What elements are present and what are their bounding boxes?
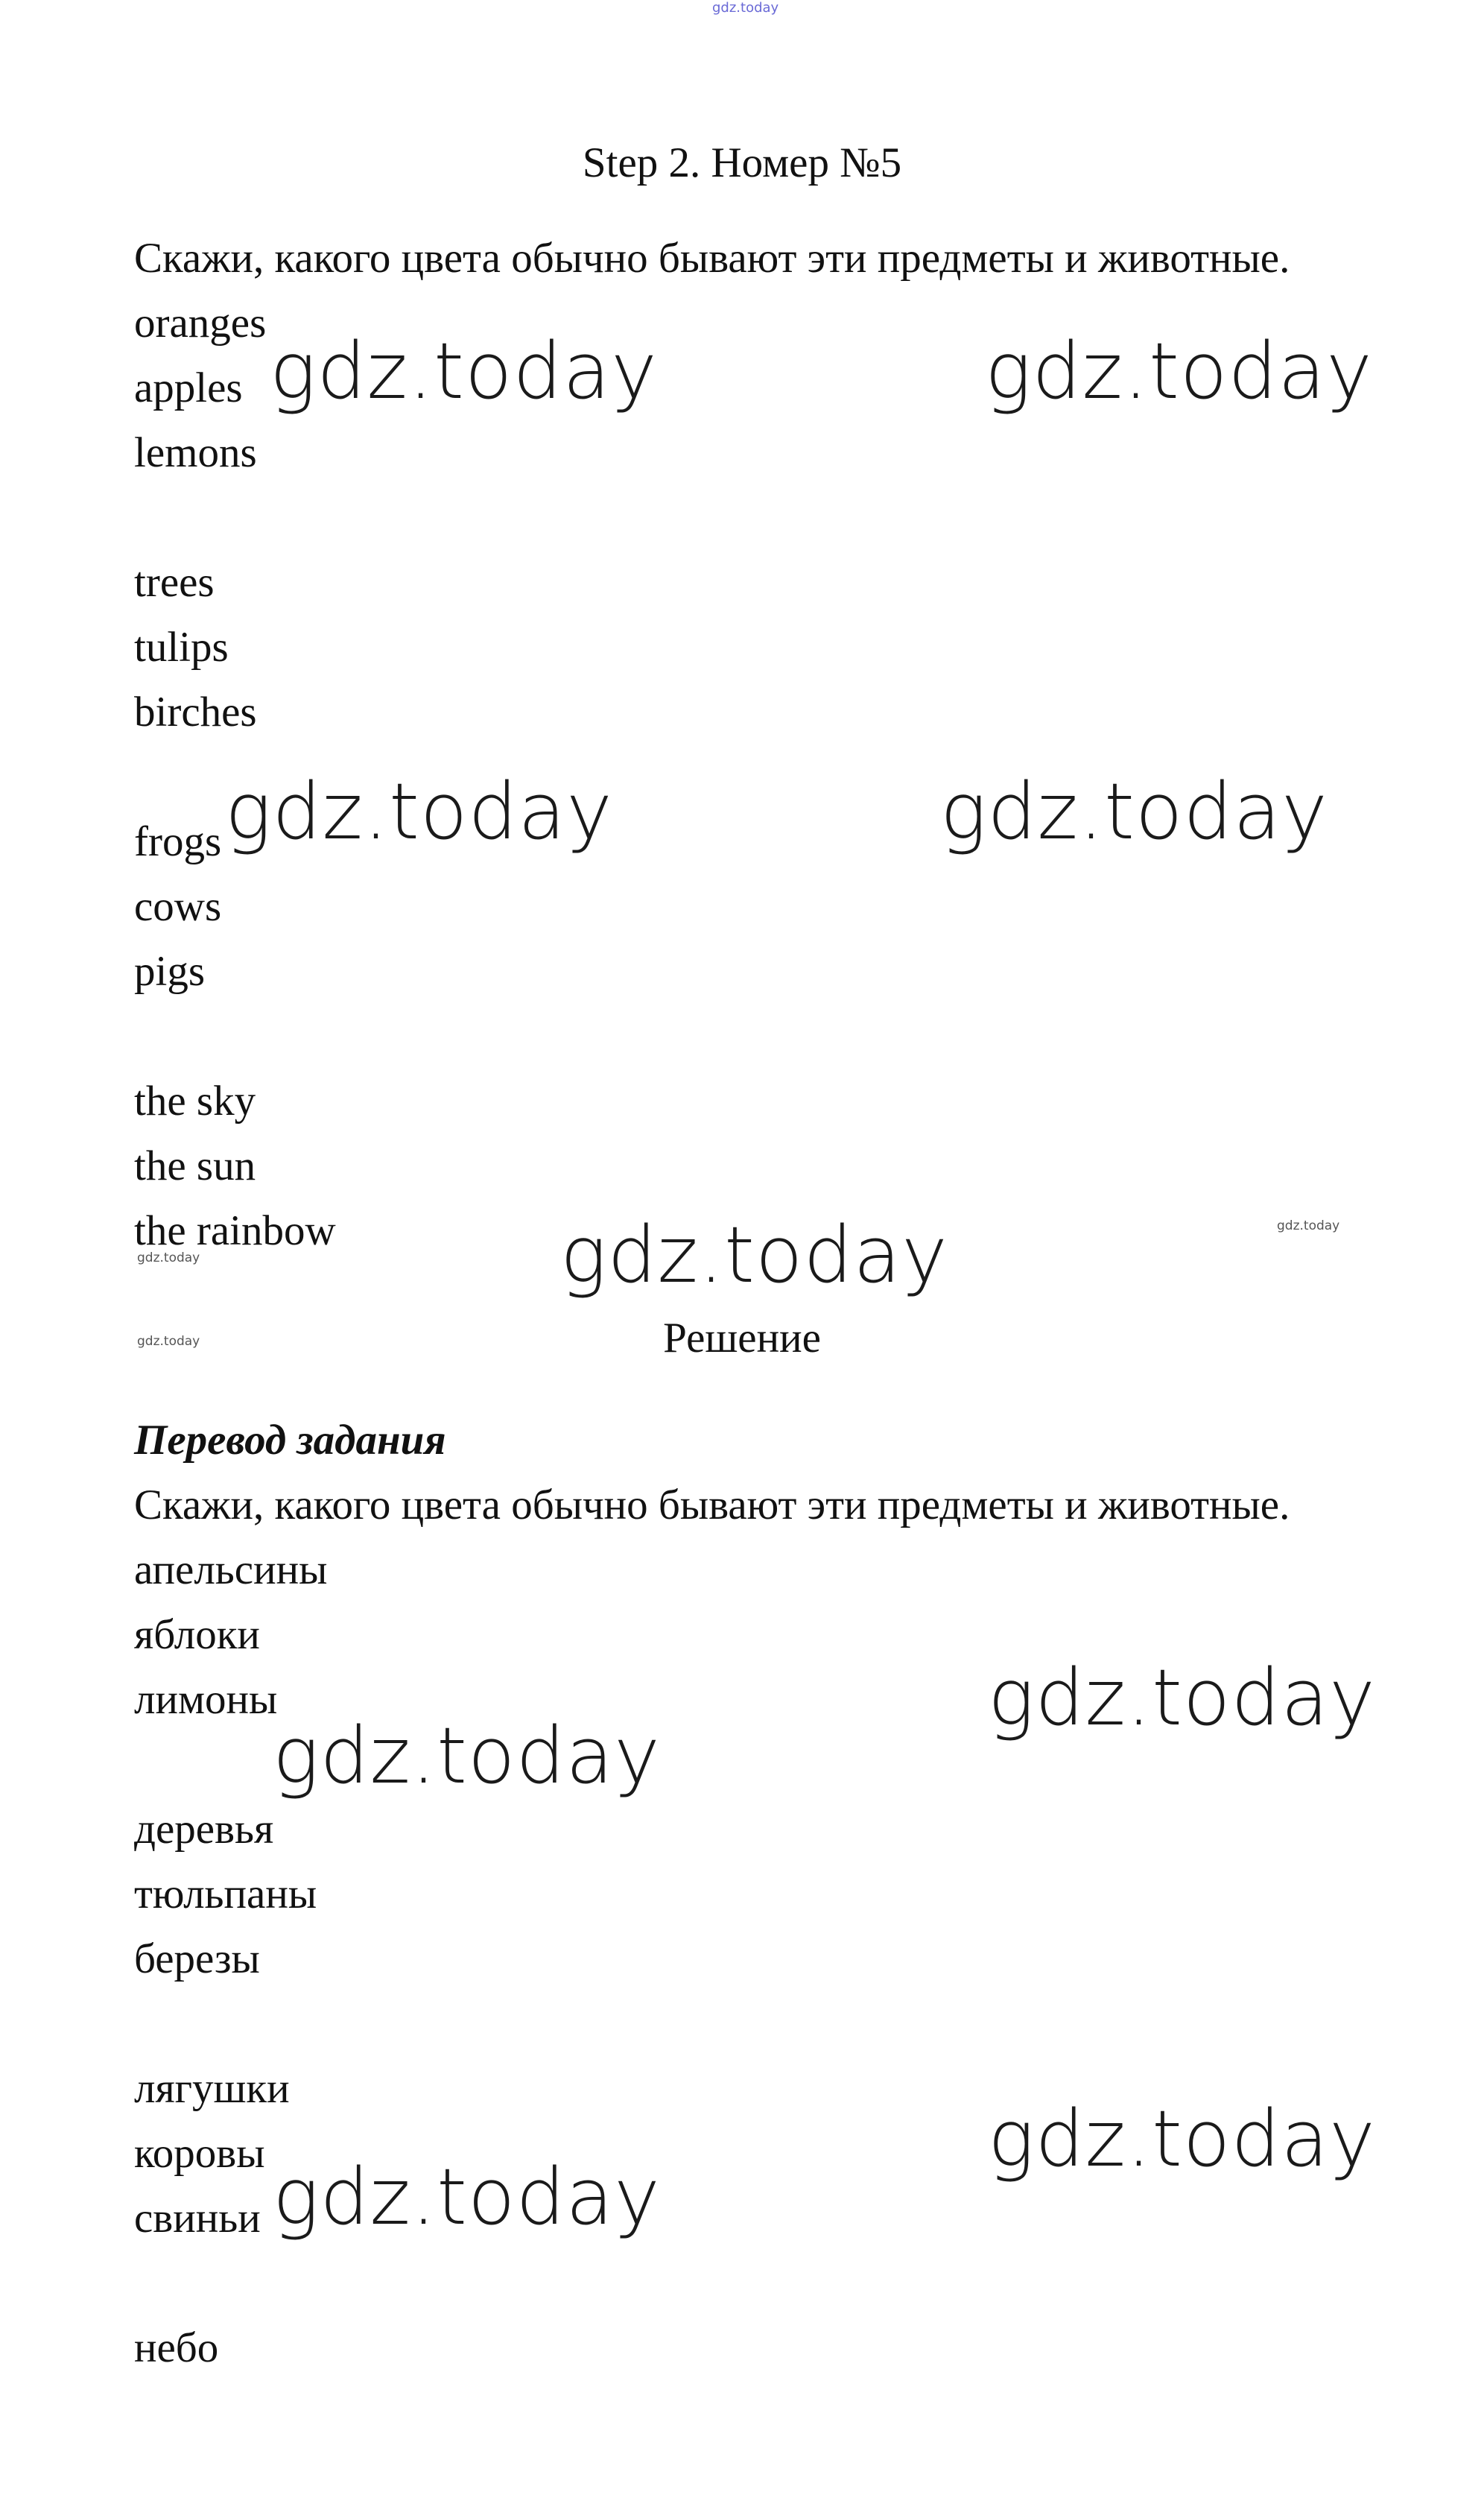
word-en: the rainbow (134, 1207, 336, 1254)
watermark-small: gdz.today (1277, 1218, 1340, 1233)
watermark: gdz.today (988, 2093, 1376, 2184)
word-en: tulips (134, 624, 229, 671)
watermark: gdz.today (273, 1710, 661, 1801)
solution-heading: Решение (663, 1315, 821, 1362)
word-ru: березы (134, 1935, 260, 1982)
translation-text: Скажи, какого цвета обычно бывают эти предметы и животные. (134, 1481, 1290, 1528)
word-en: frogs (134, 818, 222, 865)
word-ru: коровы (134, 2130, 265, 2177)
word-en: the sky (134, 1078, 256, 1125)
task-text: Скажи, какого цвета обычно бывают эти предметы и животные. (134, 235, 1290, 282)
watermark: gdz.today (985, 326, 1373, 417)
word-ru: яблоки (134, 1611, 260, 1658)
word-ru: свиньи (134, 2195, 261, 2242)
word-en: oranges (134, 300, 267, 347)
watermark: gdz.today (560, 1209, 948, 1300)
word-ru: лимоны (134, 1676, 278, 1723)
word-ru: апельсины (134, 1546, 328, 1593)
word-en: the sun (134, 1142, 256, 1189)
watermark: gdz.today (988, 1652, 1376, 1743)
watermark: gdz.today (940, 766, 1328, 857)
word-ru: деревья (134, 1806, 274, 1853)
translation-heading: Перевод задания (134, 1417, 446, 1464)
word-ru: лягушки (134, 2065, 290, 2112)
watermark: gdz.today (273, 2151, 661, 2242)
watermark-small: gdz.today (137, 1250, 200, 1265)
watermark-small: gdz.today (137, 1334, 200, 1349)
word-en: apples (134, 364, 243, 411)
word-en: lemons (134, 429, 257, 476)
watermark: gdz.today (270, 326, 658, 417)
word-en: pigs (134, 948, 206, 995)
word-ru: небо (134, 2324, 219, 2371)
word-en: trees (134, 559, 215, 606)
watermark: gdz.today (225, 766, 613, 857)
watermark-top: gdz.today (712, 0, 779, 16)
word-en: birches (134, 689, 257, 736)
word-ru: тюльпаны (134, 1871, 317, 1917)
word-en: cows (134, 883, 222, 930)
page-title: Step 2. Номер №5 (582, 139, 902, 186)
